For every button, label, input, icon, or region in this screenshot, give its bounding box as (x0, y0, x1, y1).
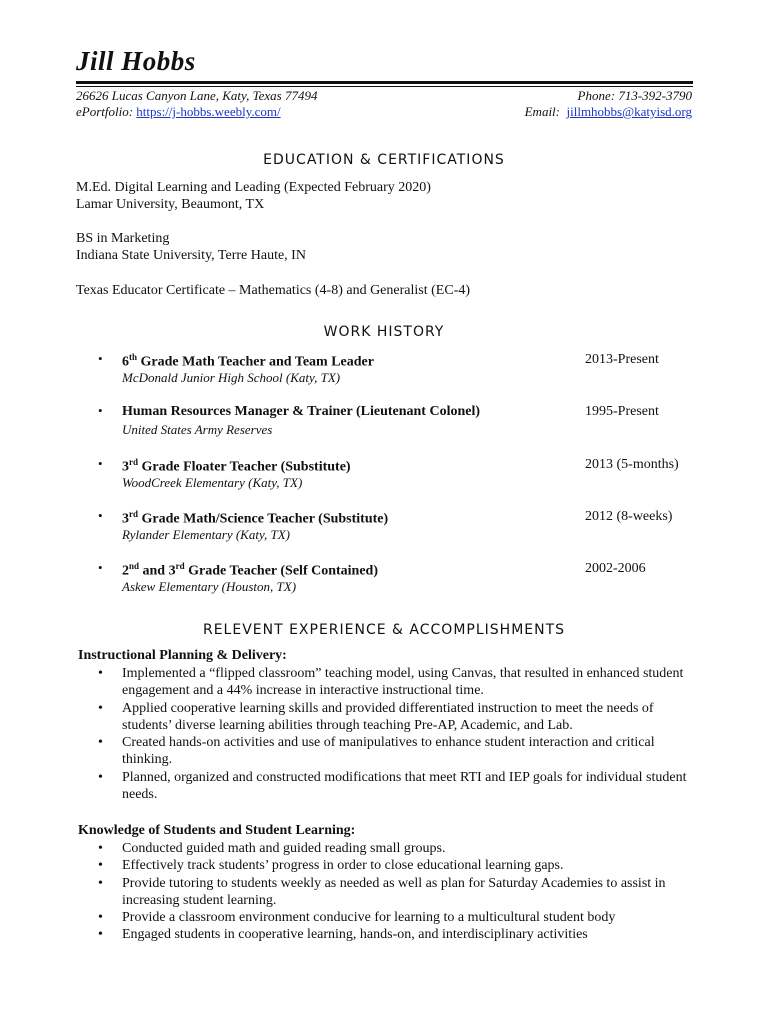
education-heading: EDUCATION & CERTIFICATIONS (263, 152, 505, 168)
list-item: • Effectively track students’ progress in order to close educational learning gaps. (78, 857, 688, 874)
education-degree-2: BS in Marketing (76, 231, 170, 246)
list-item: • Conducted guided math and guided reading small groups. (78, 840, 688, 857)
job-place: McDonald Junior High School (Katy, TX) (122, 370, 341, 385)
job-title: 2nd and 3rd Grade Teacher (Self Contained) (122, 561, 378, 579)
knowledge-list (78, 840, 688, 944)
eportfolio (76, 104, 281, 120)
bullet-icon: • (98, 560, 103, 575)
list-item: • Applied cooperative learning skills and provided differentiated instruction to meet the needs of students’ diverse learning abilities through teaching Pre-AP, Academic, and Lab. (78, 700, 688, 735)
work-history-heading: WORK HISTORY (323, 324, 445, 340)
list-item: • Provide a classroom environment conducive for learning to a multicultural student body (78, 909, 688, 926)
job-entry (0, 404, 768, 444)
list-item: • Engaged students in cooperative learning, hands-on, and interdisciplinary activities (78, 926, 688, 943)
education-school-2: Indiana State University, Terre Haute, IN (76, 248, 306, 263)
job-title: 3rd Grade Math/Science Teacher (Substitute) (122, 509, 389, 527)
email-label: Email: (524, 104, 560, 119)
job-title: 3rd Grade Floater Teacher (Substitute) (122, 457, 351, 475)
job-dates: 2013 (5-months) (585, 457, 679, 472)
eportfolio-link[interactable]: https://j-hobbs.weebly.com/ (136, 104, 281, 119)
job-dates: 1995-Present (585, 404, 659, 419)
job-title: Human Resources Manager & Trainer (Lieutenant Colonel) (122, 404, 481, 419)
list-item: • Implemented a “flipped classroom” teaching model, using Canvas, that resulted in enhanced student engagement and a 44% increase in interactive instructional time. (78, 665, 688, 700)
email (525, 104, 692, 120)
candidate-name: Jill Hobbs (76, 46, 196, 76)
bullet-icon: • (98, 508, 103, 523)
eportfolio-label: ePortfolio: (76, 104, 134, 119)
job-dates: 2013-Present (585, 352, 659, 367)
bullet-icon: • (98, 403, 103, 418)
education-degree-1: M.Ed. Digital Learning and Leading (Expected February 2020) (76, 180, 431, 195)
list-item: • Provide tutoring to students weekly as needed as well as plan for Saturday Academies to assist in increasing student learning. (78, 875, 688, 910)
header-rule-thin (76, 86, 693, 87)
job-dates: 2012 (8-weeks) (585, 509, 673, 524)
job-title: 6th Grade Math Teacher and Team Leader (122, 352, 374, 370)
phone: Phone: 713-392-3790 (577, 88, 692, 103)
job-dates: 2002-2006 (585, 561, 646, 576)
job-place: United States Army Reserves (122, 422, 273, 437)
bullet-icon: • (98, 456, 103, 471)
job-place: Askew Elementary (Houston, TX) (122, 579, 297, 594)
job-entry (0, 561, 768, 601)
education-certificate: Texas Educator Certificate – Mathematics (4-8) and Generalist (EC-4) (76, 283, 470, 298)
planning-subheading: Instructional Planning & Delivery: (78, 648, 287, 663)
list-item: • Planned, organized and constructed modifications that meet RTI and IEP goals for individual student needs. (78, 769, 688, 804)
knowledge-subheading: Knowledge of Students and Student Learning: (78, 823, 356, 838)
bullet-icon: • (98, 351, 103, 366)
list-item: • Created hands-on activities and use of manipulatives to enhance student interaction and critical thinking. (78, 734, 688, 769)
planning-list (78, 665, 688, 803)
job-place: Rylander Elementary (Katy, TX) (122, 527, 291, 542)
experience-heading: RELEVENT EXPERIENCE & ACCOMPLISHMENTS (202, 622, 566, 638)
job-entry (0, 509, 768, 549)
job-place: WoodCreek Elementary (Katy, TX) (122, 475, 303, 490)
header-rule-thick (76, 81, 693, 84)
job-entry (0, 352, 768, 392)
email-link[interactable]: jillmhobbs@katyisd.org (566, 104, 692, 119)
education-school-1: Lamar University, Beaumont, TX (76, 197, 265, 212)
job-entry (0, 457, 768, 497)
address: 26626 Lucas Canyon Lane, Katy, Texas 77494 (76, 88, 318, 103)
